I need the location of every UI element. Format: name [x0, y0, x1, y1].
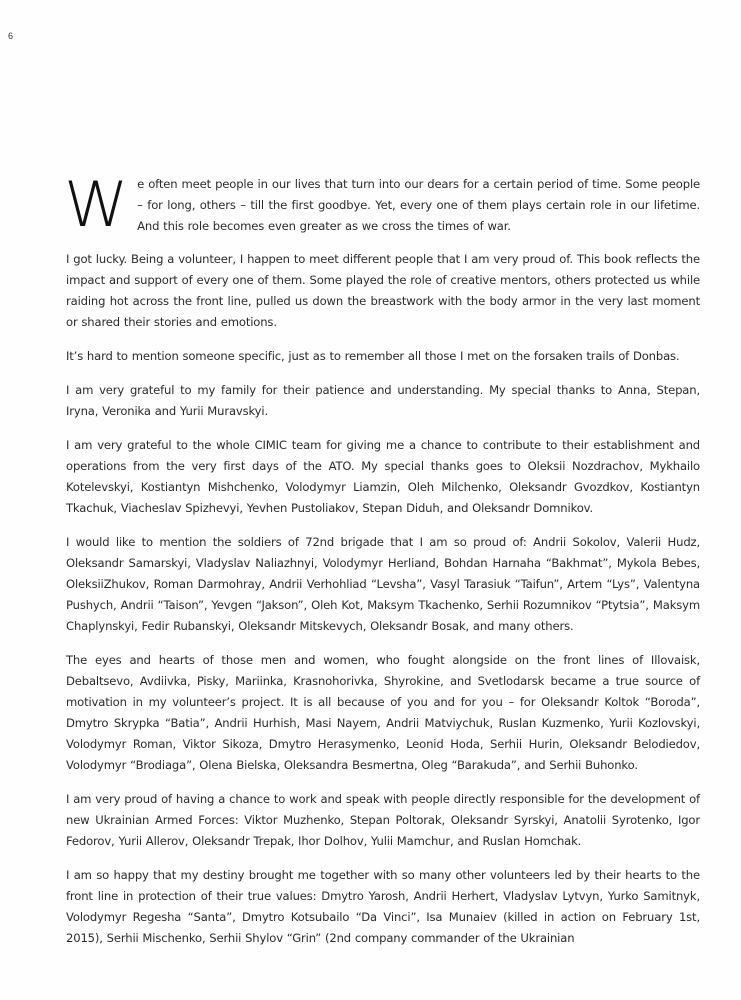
body-text [64, 168, 700, 949]
paragraph-72nd-brigade: I would like to mention the soldiers of 72nd brigade that I am so proud of: Andrii Sokolov, Valerii Hudz, Oleksandr Samarskyi, Vladyslav Naliazhnyi, Volodymyr Herliand, Bohdan Harnaha “Bakhmat”, Mykola Bebes, OleksiiZhukov, Roman Darmohray, Andrii Verhohliad “Levsha”, Vasyl Tarasiuk “Taifun”, Artem “Lys”, Valentyna Pushych, Andrii “Taison”, Yevgen “Jakson”, Oleh Kot, Maksym Tkachenko, Serhii Rozumnikov “Ptytsia”, Maksym Chaplynskyi, Fedir Rubanskyi, Oleksandr Mitskevych, Oleksandr Bosak, and many others. [66, 535, 700, 633]
paragraph-armed-forces: I am very proud of having a chance to work and speak with people directly responsible for the development of new Ukrainian Armed Forces: Viktor Muzhenko, Stepan Poltorak, Oleksandr Syrskyi, Anatolii Syrotenko, Igor Fedorov, Yurii Allerov, Oleksandr Trepak, Ihor Dolhov, Yulii Mamchur, and Ruslan Homchak. [66, 792, 700, 848]
page-number: 6 [8, 31, 14, 41]
intro-paragraph [64, 168, 700, 241]
paragraph-family: I am very grateful to my family for their patience and understanding. My special thanks to Anna, Stepan, Iryna, Veronika and Yurii Muravskyi. [66, 383, 700, 418]
paragraph-volunteers: I am so happy that my destiny brought me together with so many other volunteers led by their hearts to the front line in protection of their true values: Dmytro Yarosh, Andrii Herhert, Vladyslav Lytvyn, Yurko Samitnyk, Volodymyr Regesha “Santa”, Dmytro Kotsubailo “Da Vinci”, Isa Munaiev (killed in action on February 1st, 2015), Serhii Mischenko, Serhii Shylov “Grin” (2nd company commander of the Ukrainian [66, 868, 700, 945]
paragraph-front-lines: The eyes and hearts of those men and women, who fought alongside on the front lines of Illovaisk, Debaltsevo, Avdiivka, Pisky, Mariinka, Krasnohorivka, Shyrokine, and Svetlodarsk became a true source of motivation in my volunteer’s project. It is all because of you and for you – for Oleksandr Koltok “Boroda”, Dmytro Skrypka “Batia”, Andrii Hurhish, Masi Nayem, Andrii Matviychuk, Ruslan Kuzmenko, Yurii Kozlovskyi, Volodymyr Roman, Viktor Sikoza, Dmytro Herasymenko, Leonid Hoda, Serhii Hurin, Oleksandr Belodiedov, Volodymyr “Brodiaga”, Olena Bielska, Oleksandra Besmertna, Oleg “Barakuda”, and Serhii Buhonko. [66, 653, 700, 772]
intro-paragraph-text: e often meet people in our lives that turn into our dears for a certain period of time. Some people – for long, others – till the first goodbye. Yet, every one of them plays certain role in our lifetime. And this role becomes even greater as we cross the times of war. [137, 177, 700, 233]
paragraph-cimic-team: I am very grateful to the whole CIMIC team for giving me a chance to contribute to their establishment and operations from the very first days of the ATO. My special thanks goes to Oleksii Nozdrachov, Mykhailo Kotelevskyi, Kostiantyn Mishchenko, Volodymyr Liamzin, Oleh Milchenko, Oleksandr Gvozdkov, Kostiantyn Tkachuk, Viacheslav Spizhevyi, Yevhen Pustoliakov, Stepan Diduh, and Oleksandr Domnikov. [66, 438, 700, 515]
paragraph-donbas: It’s hard to mention someone specific, just as to remember all those I met on the forsaken trails of Donbas. [66, 349, 680, 363]
paragraph-volunteer: I got lucky. Being a volunteer, I happen to meet different people that I am very proud of. This book reflects the impact and support of every one of them. Some played the role of creative mentors, others protected us while raiding hot across the front line, pulled us down the breastwork with the body armor in the very last moment or shared their stories and emotions. [66, 252, 700, 329]
drop-cap: W [64, 168, 129, 241]
